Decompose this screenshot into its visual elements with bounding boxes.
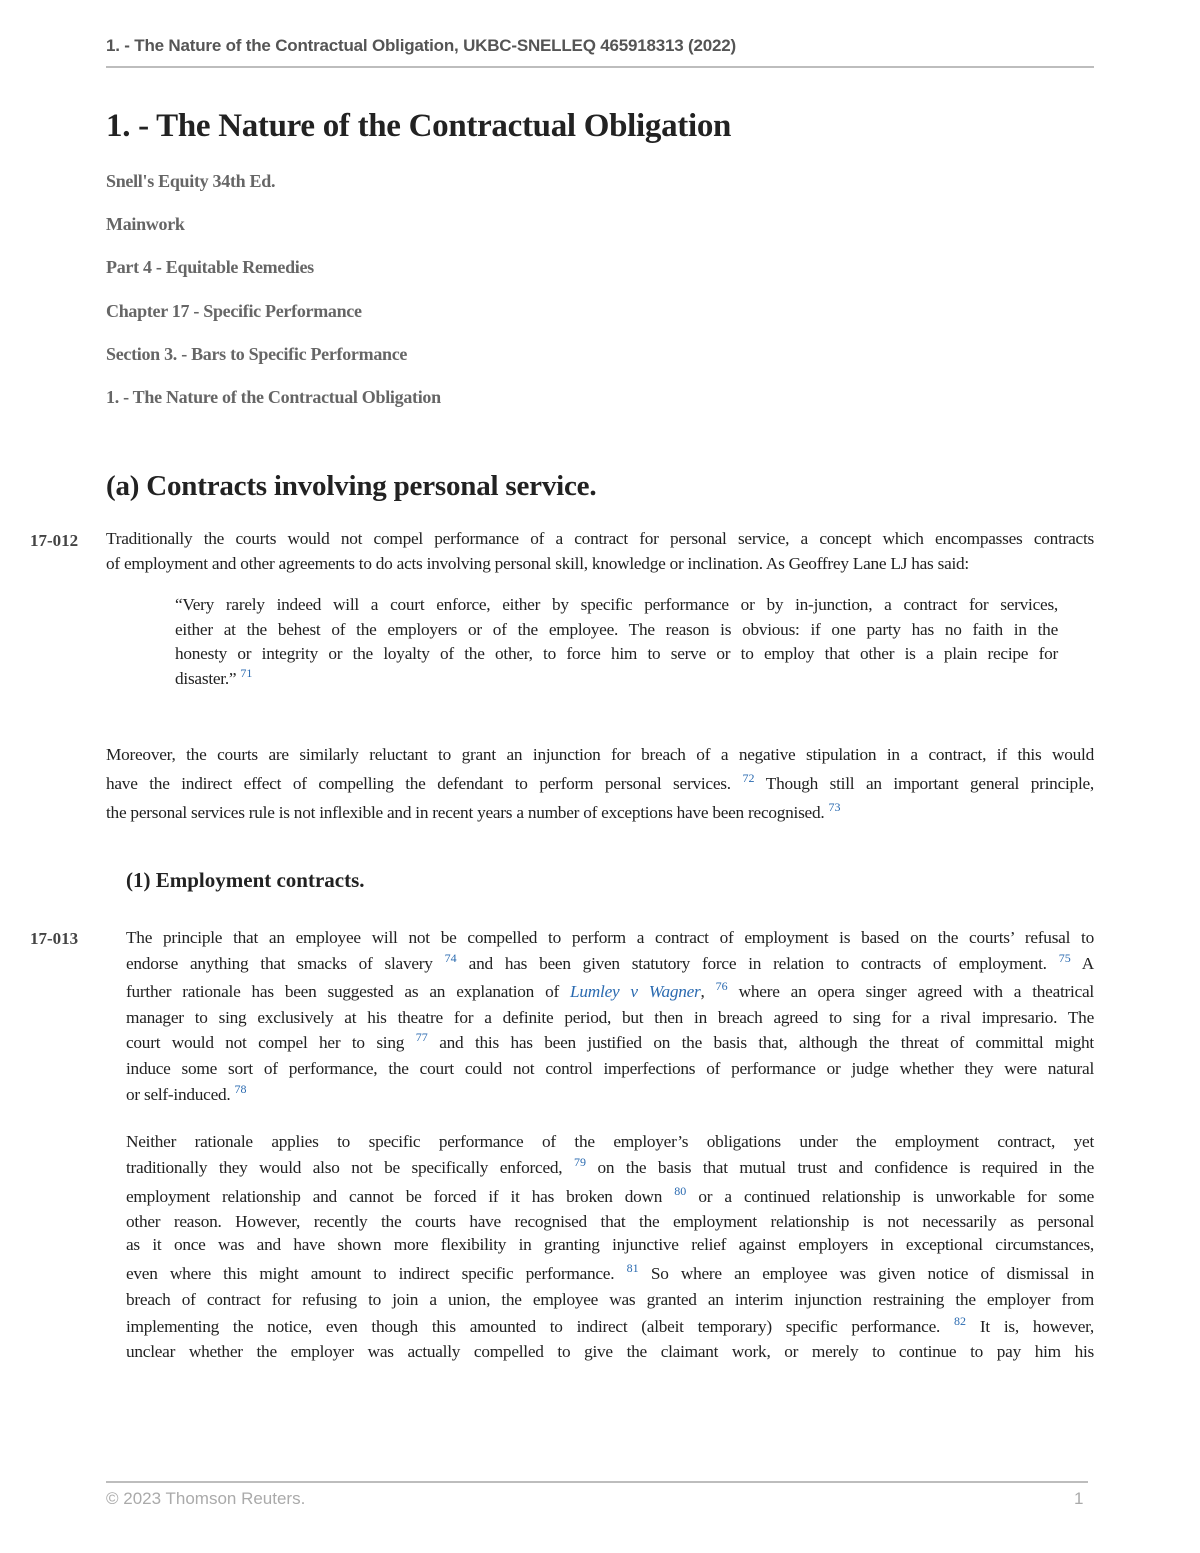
paragraph-moreover: [106, 740, 1094, 827]
footnote-link[interactable]: 74: [444, 950, 457, 965]
text-segment: court would not compel her to sing: [126, 1032, 405, 1052]
paragraph-number: 17-013: [30, 929, 79, 948]
text-line: either at the behest of the employers or of the employee. The reason is obvious: if one party has no faith in the: [175, 619, 1058, 639]
paragraph-neither-rationale: [126, 1130, 1094, 1365]
text-segment: or self-induced.: [126, 1084, 231, 1104]
text-segment: employment relationship and cannot be forced if it has broken down: [126, 1187, 663, 1206]
page-number: 1: [1074, 1489, 1084, 1508]
text-line: breach of contract for refusing to join a union, the employee was granted an interim injunction restraining the employer from: [126, 1290, 1094, 1309]
footnote-link[interactable]: 73: [828, 800, 841, 815]
text-line: of employment and other agreements to do acts involving personal skill, knowledge or inclination. As Geoffrey Lane LJ has said:: [106, 553, 969, 573]
text-line: Traditionally the courts would not compel performance of a contract for personal service, a concept which encompasses contracts: [106, 529, 1094, 548]
text-segment: or a continued relationship is unworkable for some: [686, 1187, 1094, 1206]
breadcrumb-item: Mainwork: [106, 214, 185, 235]
text-line: as it once was and have shown more flexibility in granting injunctive relief against employers in exceptional circumstances,: [126, 1235, 1094, 1254]
section-heading: (a) Contracts involving personal service.: [106, 470, 597, 502]
breadcrumb-item: Chapter 17 - Specific Performance: [106, 300, 362, 321]
text-line: [126, 1315, 1094, 1340]
text-segment: Though still an important general principle,: [754, 774, 1094, 793]
case-citation-link[interactable]: Lumley v Wagner: [570, 981, 701, 1001]
text-line: The principle that an employee will not be compelled to perform a contract of employment is based on the courts’ refusal to: [126, 928, 1094, 947]
text-segment: traditionally they would also not be specifically enforced,: [126, 1158, 563, 1177]
block-quote: [175, 593, 1058, 691]
footnote-link[interactable]: 79: [573, 1155, 586, 1170]
footnote-link[interactable]: 80: [674, 1184, 687, 1199]
text-segment: further rationale has been suggested as an explanation of: [126, 981, 571, 1001]
paragraph-number: 17-012: [30, 531, 79, 550]
copyright: © 2023 Thomson Reuters.: [106, 1489, 306, 1508]
breadcrumb: [106, 170, 1006, 429]
text-segment: and has been given statutory force in relation to contracts of employment.: [456, 953, 1047, 973]
footnote-link[interactable]: 71: [240, 665, 253, 680]
text-line: [126, 1156, 1094, 1185]
text-segment: A: [1070, 953, 1094, 973]
paragraph-17-013: [126, 925, 1094, 1108]
breadcrumb-item: Part 4 - Equitable Remedies: [106, 257, 314, 278]
text-line: honesty or integrity or the loyalty of the other, to force him to serve or to employ that other is a plain recipe for: [175, 644, 1058, 663]
text-line: “Very rarely indeed will a court enforce, either by specific performance or by in-junction, a contract for services,: [175, 595, 1058, 614]
text-line: manager to sing exclusively at his theatre for a definite period, but then in breach agreed to sing for a rival impresario. The: [126, 1007, 1094, 1027]
footnote-link[interactable]: 78: [234, 1081, 247, 1096]
text-segment: endorse anything that smacks of slavery: [126, 953, 433, 973]
footnote-link[interactable]: 75: [1058, 950, 1071, 965]
footnote-link[interactable]: 81: [626, 1261, 639, 1276]
text-line: [106, 769, 1094, 798]
footnote-link[interactable]: 72: [742, 771, 755, 786]
footer-divider: [106, 1481, 1088, 1483]
text-line: Moreover, the courts are similarly reluctant to grant an injunction for breach of a negative stipulation in a contract, if this would: [106, 745, 1094, 764]
paragraph-17-012: [106, 527, 1094, 576]
text-line: [106, 798, 1094, 827]
text-segment: and this has been justified on the basis that, although the threat of committal might: [427, 1032, 1094, 1052]
text-line: [126, 1082, 1094, 1108]
subsection-heading: (1) Employment contracts.: [126, 868, 365, 892]
text-line: [126, 951, 1094, 979]
text-segment: So where an employee was given notice of dismissal in: [638, 1264, 1094, 1283]
text-line: [126, 1030, 1094, 1056]
breadcrumb-item: Snell's Equity 34th Ed.: [106, 171, 276, 191]
breadcrumb-item: 1. - The Nature of the Contractual Obligation: [106, 386, 441, 407]
text-line: [126, 979, 1094, 1005]
text-line: [126, 1262, 1094, 1288]
breadcrumb-item: Section 3. - Bars to Specific Performance: [106, 343, 408, 364]
text-line: induce some sort of performance, the court could not control imperfections of performance or judge whether they were natural: [126, 1058, 1094, 1078]
document-title: 1. - The Nature of the Contractual Obligation: [106, 108, 732, 144]
footnote-link[interactable]: 77: [415, 1029, 428, 1044]
footnote-link[interactable]: 76: [715, 978, 728, 993]
text-segment: ,: [700, 981, 705, 1001]
text-line: unclear whether the employer was actually compelled to give the claimant work, or merely to continue to pay him his: [126, 1342, 1094, 1361]
running-header: 1. - The Nature of the Contractual Obligation, UKBC-SNELLEQ 465918313 (2022): [106, 36, 736, 55]
text-segment: where an opera singer agreed with a theatrical: [727, 981, 1094, 1001]
text-segment: disaster.”: [175, 668, 237, 688]
text-segment: have the indirect effect of compelling the defendant to perform personal services.: [106, 774, 731, 793]
text-segment: the personal services rule is not inflexible and in recent years a number of exceptions have been recognised.: [106, 803, 825, 822]
text-segment: implementing the notice, even though this amounted to indirect (albeit temporary) specific performance.: [126, 1317, 941, 1336]
footnote-link[interactable]: 82: [953, 1314, 966, 1329]
text-line: Neither rationale applies to specific performance of the employer’s obligations under the employment contract, yet: [126, 1132, 1094, 1151]
header-divider: [106, 66, 1094, 68]
text-segment: It is, however,: [965, 1317, 1094, 1336]
text-line: [175, 667, 1058, 692]
text-line: other reason. However, recently the courts have recognised that the employment relationship is not necessarily as personal: [126, 1212, 1094, 1231]
text-segment: on the basis that mutual trust and confidence is required in the: [585, 1158, 1094, 1177]
text-segment: even where this might amount to indirect specific performance.: [126, 1264, 615, 1283]
text-line: [126, 1185, 1094, 1210]
